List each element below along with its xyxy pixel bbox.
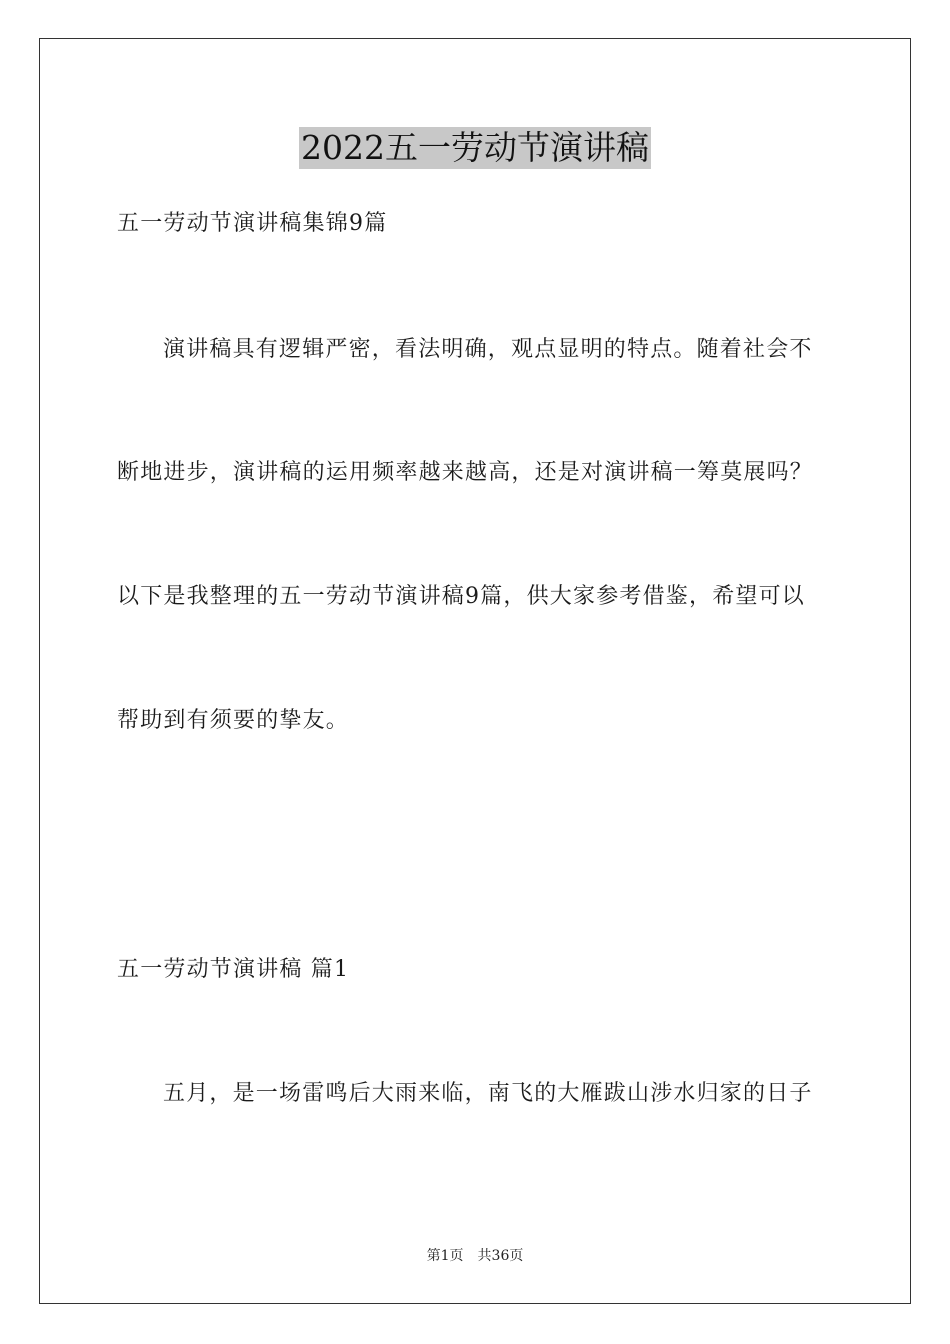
page-footer xyxy=(0,1246,950,1266)
page-total: 共36页 xyxy=(477,1248,524,1264)
paragraph-line: 断地进步，演讲稿的运用频率越来越高，还是对演讲稿一筹莫展吗？ xyxy=(117,460,814,485)
document-title: 2022五一劳动节演讲稿 xyxy=(301,128,649,167)
paragraph-line: 帮助到有须要的挚友。 xyxy=(117,708,350,733)
section-heading: 五一劳动节演讲稿 篇1 xyxy=(117,957,350,982)
document-subtitle: 五一劳动节演讲稿集锦9篇 xyxy=(117,211,388,236)
paragraph-line: 五月，是一场雷鸣后大雨来临，南飞的大雁跋山涉水归家的日子 xyxy=(163,1081,813,1106)
title-container xyxy=(0,127,950,169)
paragraph-line: 演讲稿具有逻辑严密，看法明确，观点显明的特点。随着社会不 xyxy=(163,337,813,362)
paragraph-line: 以下是我整理的五一劳动节演讲稿9篇，供大家参考借鉴，希望可以 xyxy=(117,584,805,609)
page-number: 第1页 xyxy=(426,1248,464,1264)
